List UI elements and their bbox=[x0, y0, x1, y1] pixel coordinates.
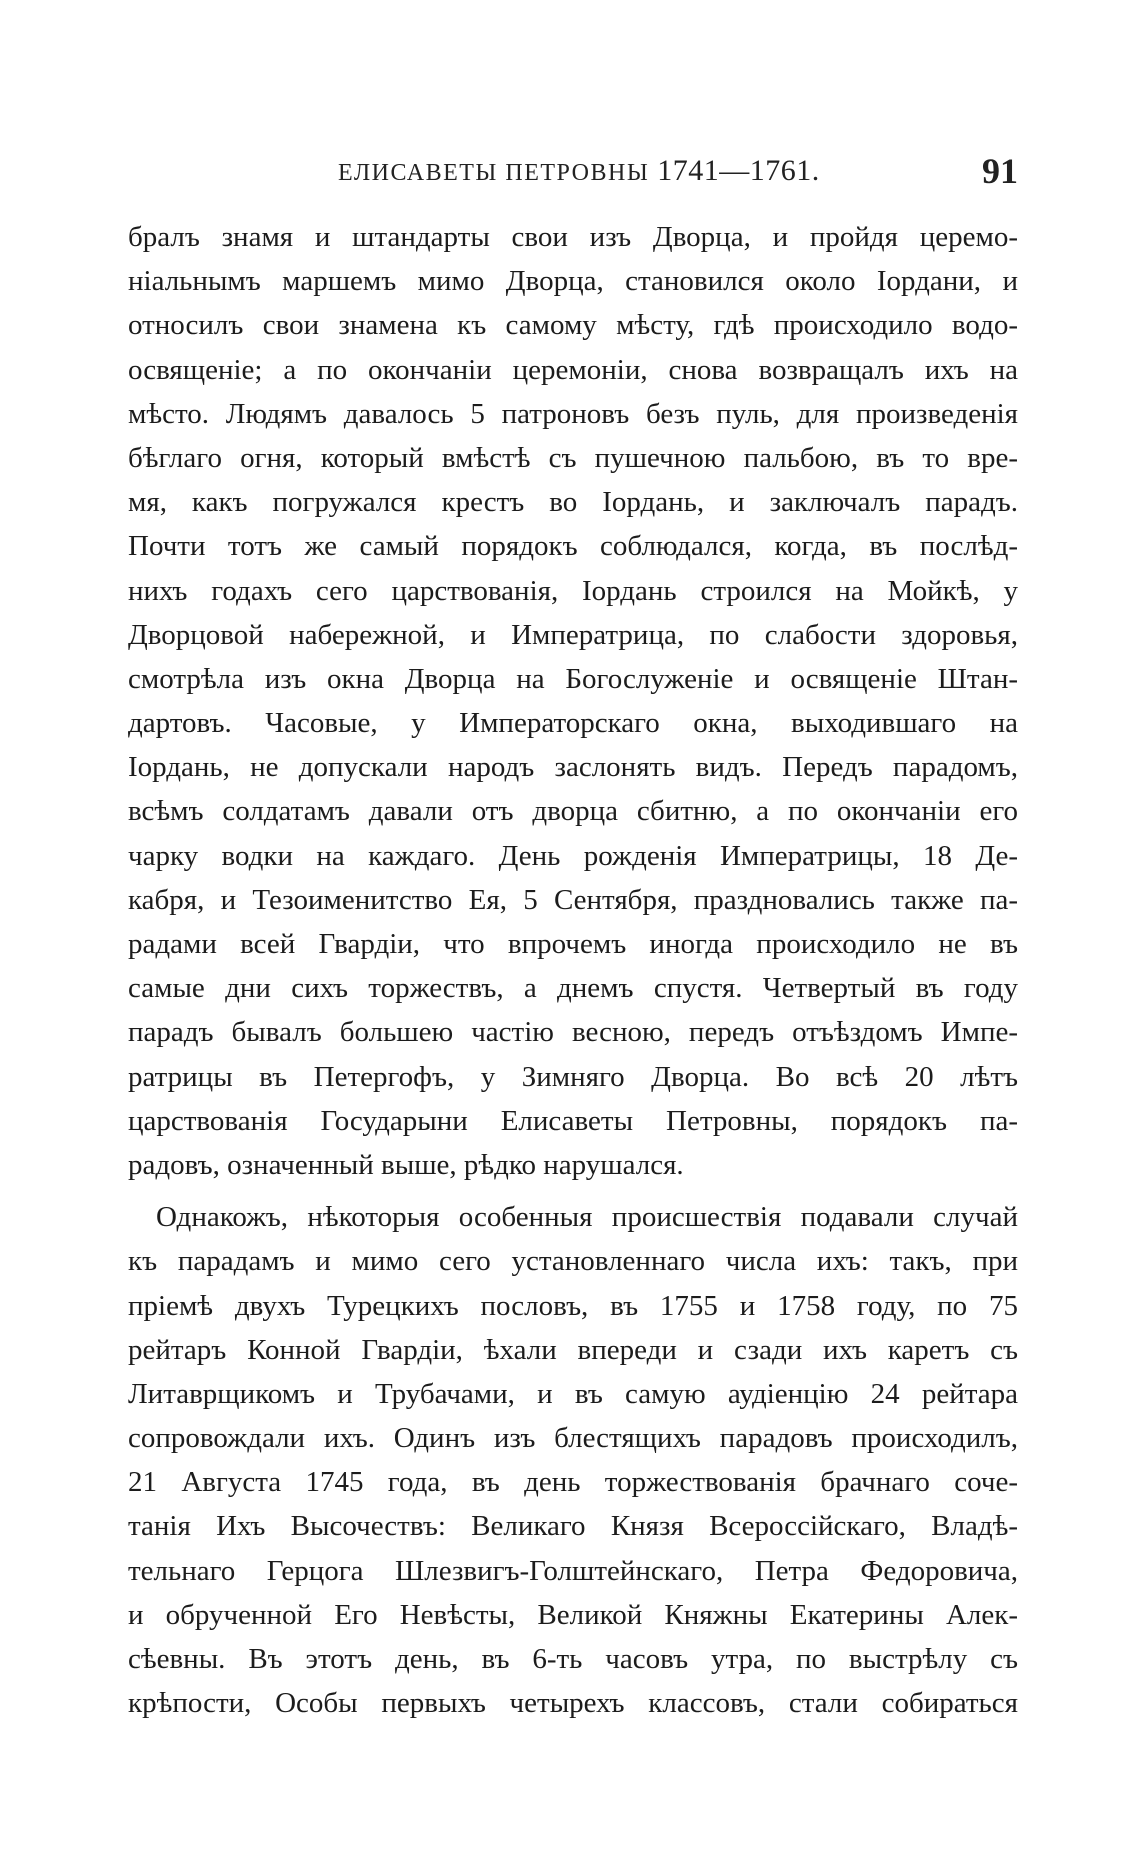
running-head bbox=[128, 150, 1018, 200]
text-line: сопровождали ихъ. Одинъ изъ блестящихъ парадовъ происходилъ, bbox=[128, 1422, 1018, 1455]
text-line: царствованія Государыни Елисаветы Петровны, порядокъ па- bbox=[128, 1104, 1018, 1137]
text-line: Почти тотъ же самый порядокъ соблюдался, когда, въ послѣд- bbox=[128, 530, 1018, 563]
text-line: самые дни сихъ торжествъ, а днемъ спустя. Четвертый въ году bbox=[128, 972, 1018, 1005]
text-line: радами всей Гвардіи, что впрочемъ иногда происходило не въ bbox=[128, 928, 1018, 960]
body-text bbox=[128, 215, 1018, 1725]
text-line: Іордань, не допускали народъ заслонять видъ. Передъ парадомъ, bbox=[128, 751, 1018, 784]
text-line: тельнаго Герцога Шлезвигъ-Голштейнскаго, Петра Федоровича, bbox=[128, 1554, 1018, 1587]
text-line: дартовъ. Часовые, у Императорскаго окна, выходившаго на bbox=[128, 707, 1018, 740]
text-line: Однакожъ, нѣкоторыя особенныя происшествія подавали случай bbox=[156, 1201, 1018, 1234]
text-line: и обрученной Его Невѣсты, Великой Княжны Екатерины Алек- bbox=[128, 1598, 1018, 1631]
text-line: къ парадамъ и мимо сего установленнаго числа ихъ: такъ, при bbox=[128, 1245, 1018, 1278]
paragraph-2 bbox=[128, 1195, 1018, 1725]
text-line: бралъ знамя и штандарты свои изъ Дворца, и пройдя церемо- bbox=[128, 221, 1018, 253]
text-line: радовъ, означенный выше, рѣдко нарушался. bbox=[128, 1148, 684, 1181]
text-line: ратрицы въ Петергофъ, у Зимняго Дворца. Во всѣ 20 лѣтъ bbox=[128, 1060, 1018, 1093]
paragraph-1 bbox=[128, 215, 1018, 1187]
text-line: смотрѣла изъ окна Дворца на Богослуженіе и освященіе Штан- bbox=[128, 662, 1018, 695]
text-line: Дворцовой набережной, и Императрица, по слабости здоровья, bbox=[128, 618, 1018, 651]
text-line: крѣпости, Особы первыхъ четырехъ классовъ, стали собираться bbox=[128, 1687, 1018, 1720]
text-line: сѣевны. Въ этотъ день, въ 6-ть часовъ утра, по выстрѣлу съ bbox=[128, 1643, 1018, 1675]
running-title-name: ЕЛИСАВЕТЫ ПЕТРОВНЫ bbox=[338, 160, 650, 186]
text-line: рейтаръ Конной Гвардіи, ѣхали впереди и сзади ихъ каретъ съ bbox=[128, 1333, 1018, 1366]
text-line: всѣмъ солдатамъ давали отъ дворца сбитню, а по окончаніи его bbox=[128, 795, 1018, 828]
text-line: мя, какъ погружался крестъ во Іордань, и заключалъ парадъ. bbox=[128, 486, 1018, 519]
text-line: мѣсто. Людямъ давалось 5 патроновъ безъ пуль, для произведенія bbox=[128, 397, 1018, 430]
running-title bbox=[338, 154, 820, 188]
text-line: Литаврщикомъ и Трубачами, и въ самую аудіенцію 24 рейтара bbox=[128, 1377, 1018, 1410]
text-line: кабря, и Тезоименитство Ея, 5 Сентября, праздновались также па- bbox=[128, 883, 1018, 916]
paragraph-gap bbox=[128, 1187, 1018, 1195]
text-line: парадъ бывалъ большею частію весною, передъ отъѣздомъ Импе- bbox=[128, 1016, 1018, 1049]
text-line: освященіе; а по окончаніи церемоніи, снова возвращалъ ихъ на bbox=[128, 353, 1018, 386]
text-line: нихъ годахъ сего царствованія, Іордань строился на Мойкѣ, у bbox=[128, 574, 1018, 607]
page-number: 91 bbox=[982, 151, 1018, 191]
text-line: чарку водки на каждаго. День рожденія Императрицы, 18 Де- bbox=[128, 839, 1018, 872]
text-line: пріемѣ двухъ Турецкихъ пословъ, въ 1755 и 1758 году, по 75 bbox=[128, 1289, 1018, 1322]
text-line: относилъ свои знамена къ самому мѣсту, гдѣ происходило водо- bbox=[128, 309, 1018, 342]
text-line: бѣглаго огня, который вмѣстѣ съ пушечною пальбою, въ то вре- bbox=[128, 441, 1018, 474]
text-line: танія Ихъ Высочествъ: Великаго Князя Всероссійскаго, Владѣ- bbox=[128, 1510, 1018, 1543]
running-title-years: 1741—1761. bbox=[657, 154, 820, 187]
text-line: 21 Августа 1745 года, въ день торжествованія брачнаго соче- bbox=[128, 1466, 1018, 1499]
text-line: ніальнымъ маршемъ мимо Дворца, становился около Іордани, и bbox=[128, 265, 1018, 298]
